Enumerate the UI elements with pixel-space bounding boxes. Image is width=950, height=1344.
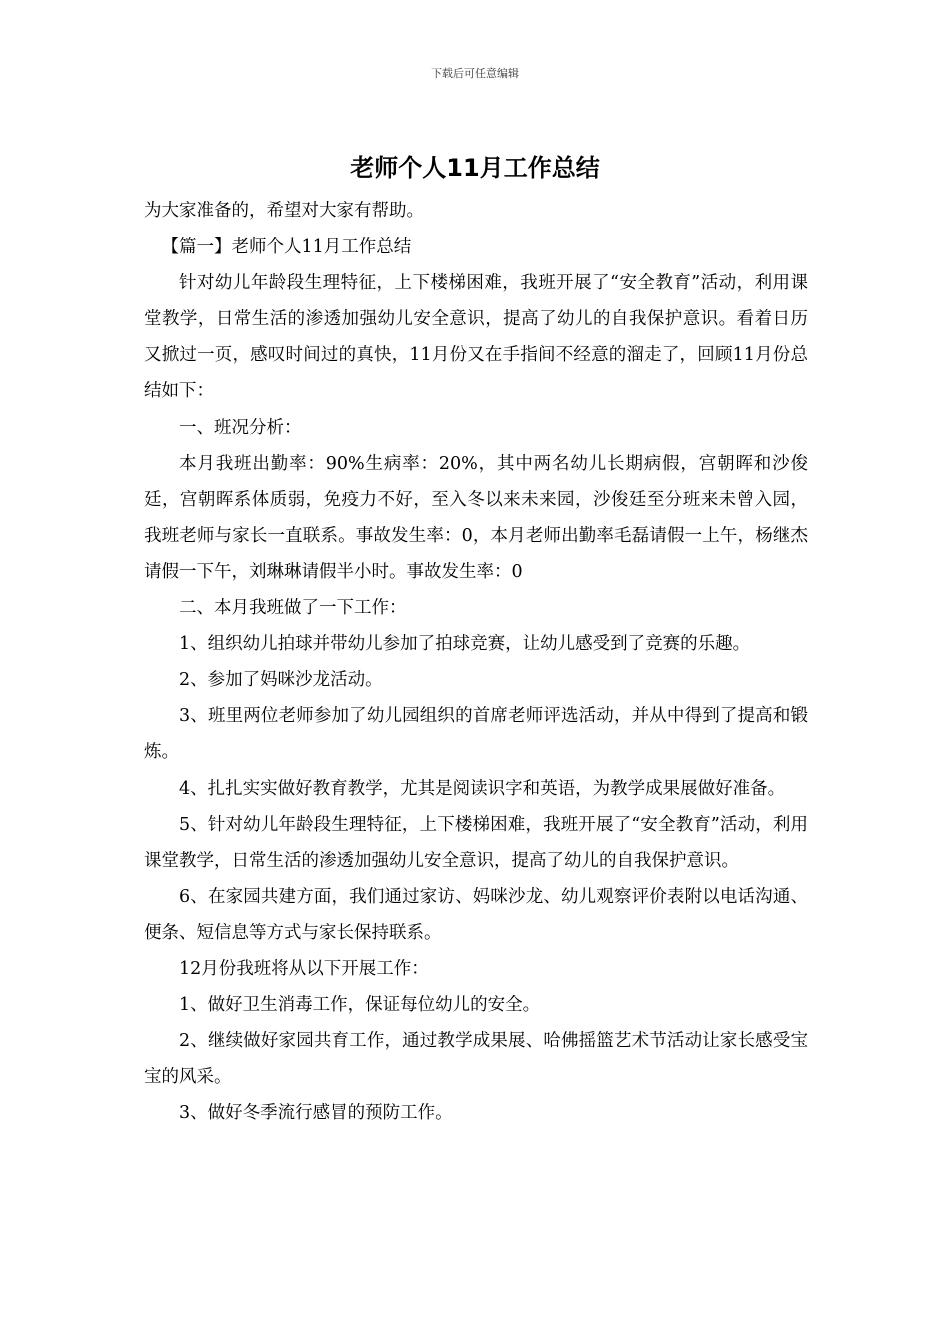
list-item: 2、继续做好家园共育工作，通过教学成果展、哈佛摇篮艺术节活动让家长感受宝宝的风采。 (144, 1031, 808, 1088)
list-item: 2、参加了妈咪沙龙活动。 (179, 670, 383, 691)
list-item: 4、扎扎实实做好教育教学，尤其是阅读识字和英语，为教学成果展做好准备。 (179, 778, 786, 799)
intro-paragraph: 为大家准备的，希望对大家有帮助。 (144, 201, 424, 221)
section-heading: 【篇一】老师个人11月工作总结 (161, 237, 412, 258)
list-item: 1、组织幼儿拍球并带幼儿参加了拍球竞赛，让幼儿感受到了竞赛的乐趣。 (179, 634, 751, 655)
paragraph: 针对幼儿年龄段生理特征，上下楼梯困难，我班开展了“安全教育”活动，利用课堂教学，日常生活的渗透加强幼儿安全意识，提高了幼儿的自我保护意识。看着日历又掀过一页，感叹时间过的真快，11月份又在手指间不经意的溜走了，回顾11月份总结如下： (144, 273, 808, 402)
header-note: 下载后可任意编辑 (431, 67, 519, 80)
list-item: 3、做好冬季流行感冒的预防工作。 (179, 1103, 453, 1124)
list-item: 5、针对幼儿年龄段生理特征，上下楼梯困难，我班开展了“安全教育”活动，利用课堂教学，日常生活的渗透加强幼儿安全意识，提高了幼儿的自我保护意识。 (144, 814, 808, 871)
document-title: 老师个人11月工作总结 (350, 154, 600, 182)
subheading: 12月份我班将从以下开展工作： (179, 958, 429, 979)
subheading: 二、本月我班做了一下工作： (179, 598, 407, 619)
paragraph: 本月我班出勤率：90%生病率：20%，其中两名幼儿长期病假，宫朝晖和沙俊廷，宫朝晖系体质弱，免疫力不好，至入冬以来未来园，沙俊廷至分班来未曾入园，我班老师与家长一直联系。事故发生率：0，本月老师出勤率毛磊请假一上午，杨继杰请假一下午，刘琳琳请假半小时。事故发生率：0 (144, 453, 808, 582)
subheading: 一、班况分析： (179, 417, 302, 438)
document-body (144, 193, 808, 1131)
list-item: 3、班里两位老师参加了幼儿园组织的首席老师评选活动，并从中得到了提高和锻炼。 (144, 706, 808, 763)
list-item: 6、在家园共建方面，我们通过家访、妈咪沙龙、幼儿观察评价表附以电话沟通、便条、短信息等方式与家长保持联系。 (144, 886, 808, 943)
list-item: 1、做好卫生消毒工作，保证每位幼儿的安全。 (179, 995, 541, 1016)
